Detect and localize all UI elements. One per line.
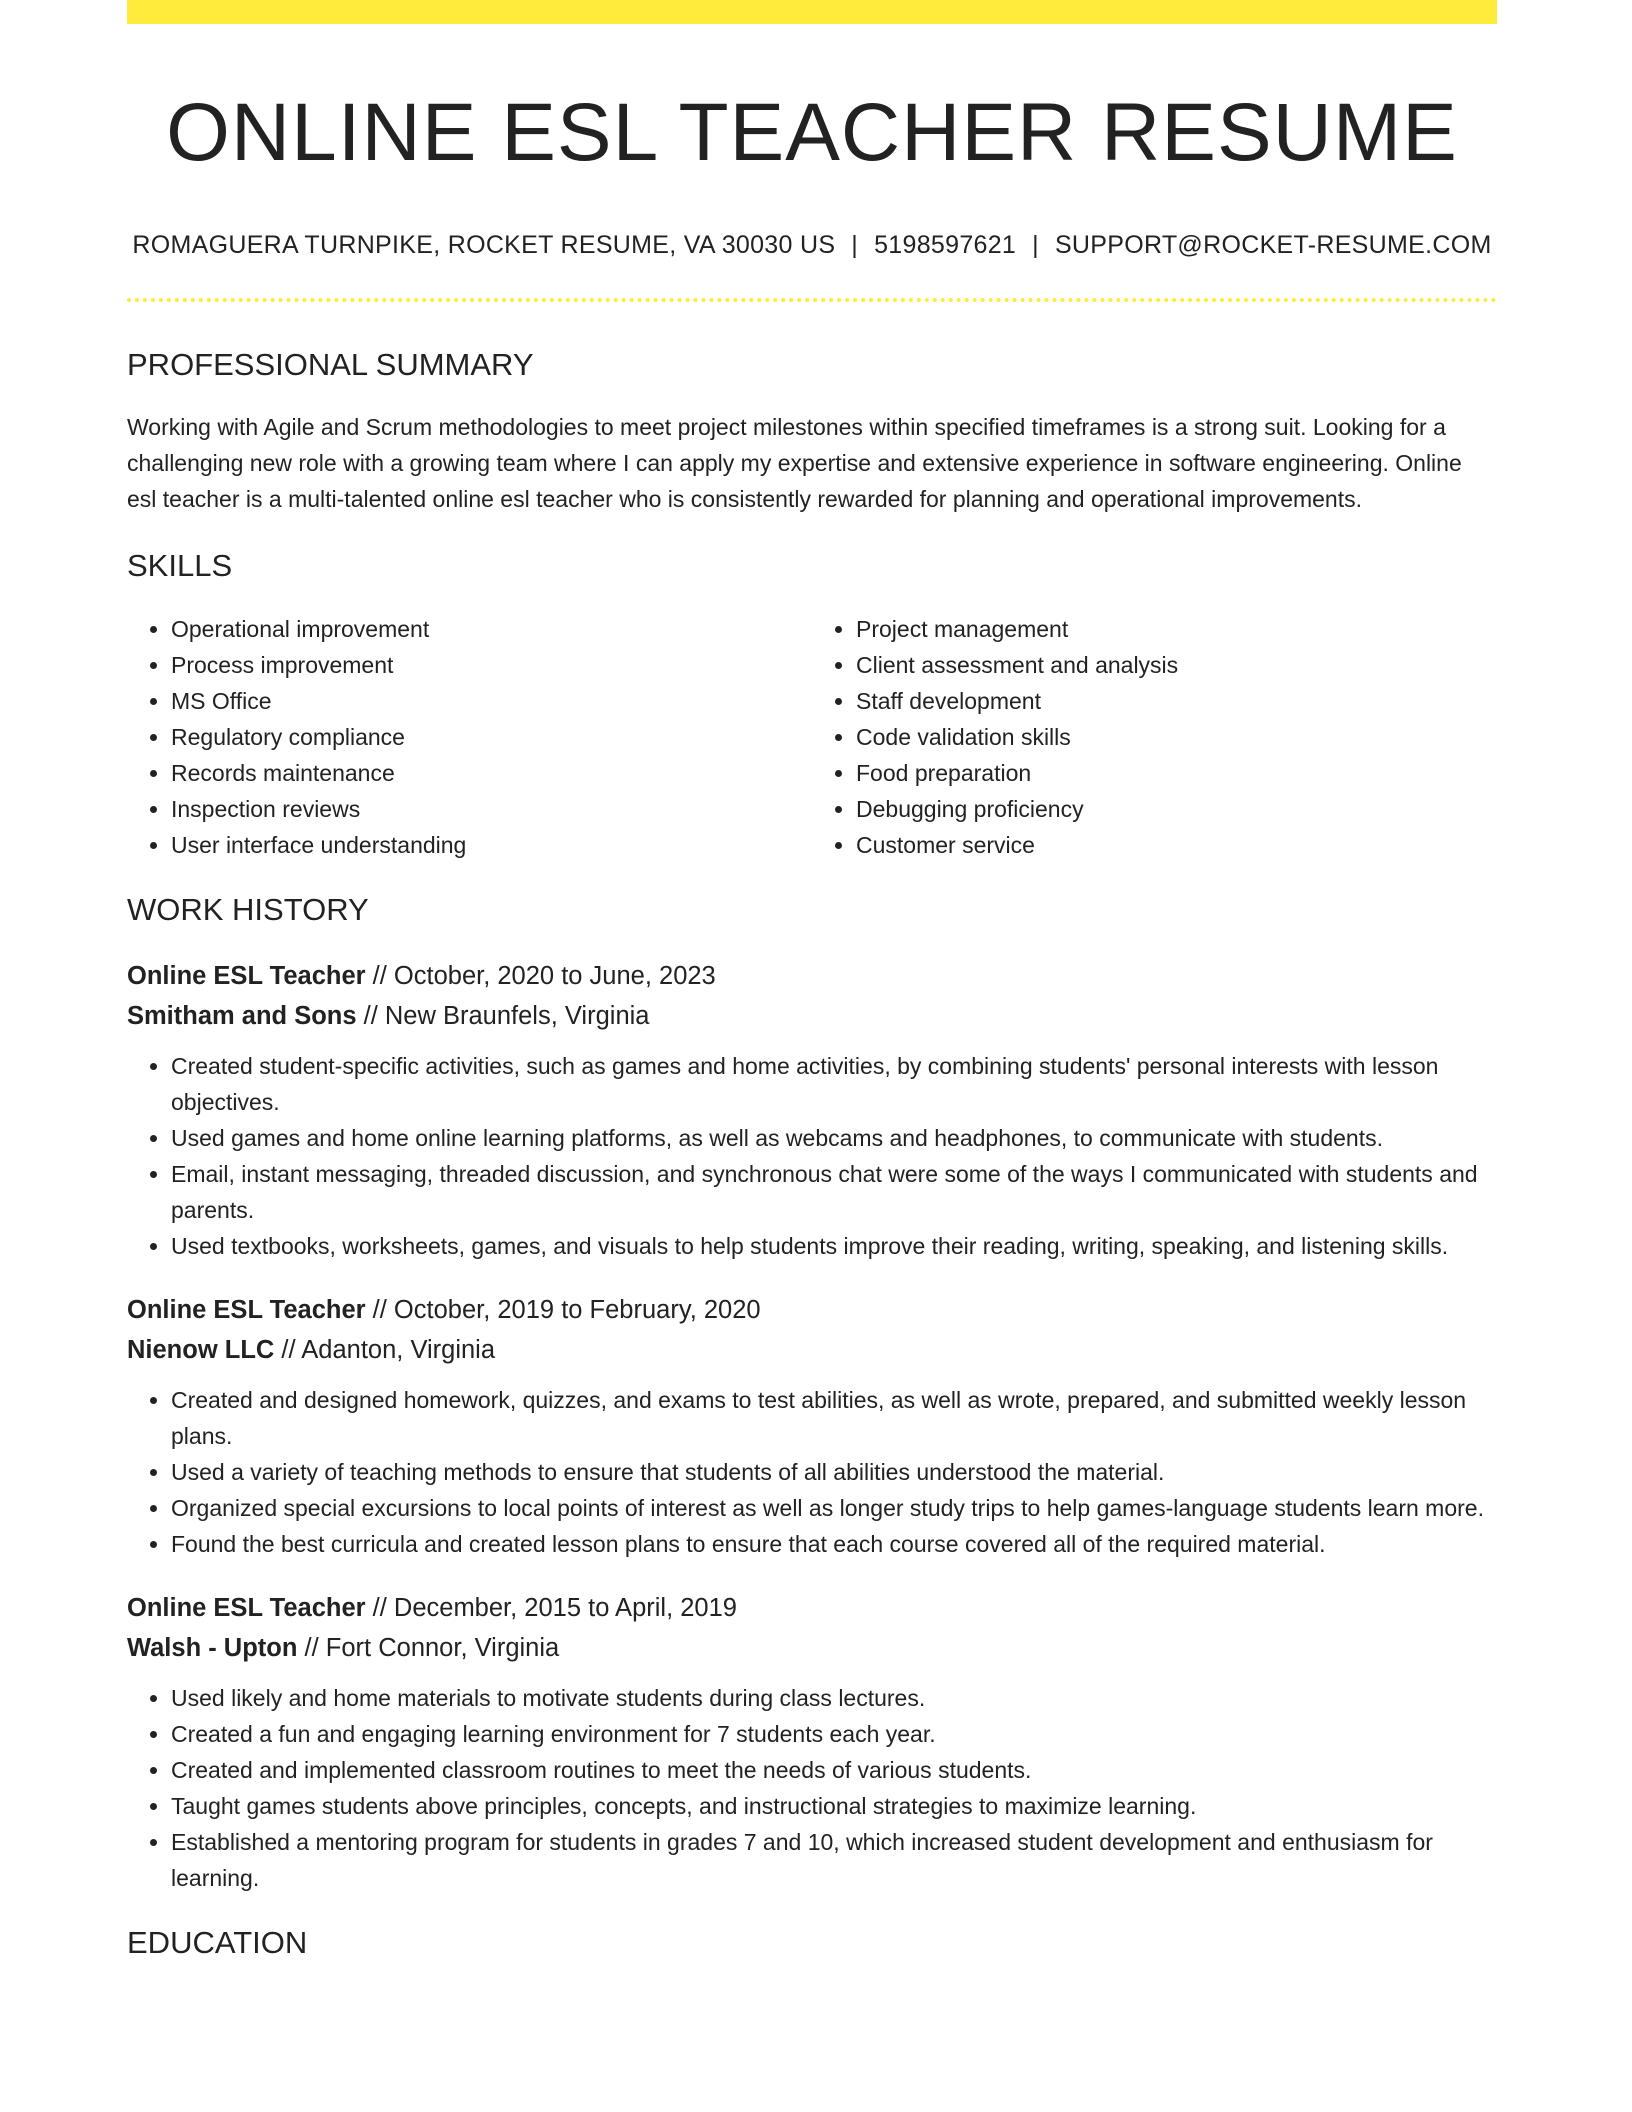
skills-heading: SKILLS (127, 548, 233, 584)
dotted-divider (127, 298, 1497, 302)
job-company: Smitham and Sons (127, 1001, 357, 1030)
job-location: // Fort Connor, Virginia (304, 1633, 560, 1662)
summary-text: Working with Agile and Scrum methodologies to meet project milestones within specified timeframes is a strong suit. Looking for a challenging new role with a growing team where I can apply my expertise and extensive experience in software engineering. Online esl teacher is a multi-talented online esl teacher who is consistently rewarded for planning and operational improvements. (127, 414, 1462, 513)
contact-email[interactable]: SUPPORT@ROCKET-RESUME.COM (1054, 231, 1492, 260)
accent-top-bar (127, 0, 1497, 24)
work-history-section (127, 891, 1497, 1896)
resume-content (127, 0, 1497, 1961)
contact-separator: | (1032, 231, 1039, 260)
job-role-line (127, 956, 1497, 996)
job-bullet: • Used textbooks, worksheets, games, and visuals to help students improve their reading, writing, speaking, and listening skills. (171, 1228, 1497, 1264)
job-bullet: • Email, instant messaging, threaded discussion, and synchronous chat were some of the ways I communicated with students and parents. (171, 1156, 1497, 1228)
job-bullet: • Created a fun and engaging learning environment for 7 students each year. (171, 1716, 1497, 1752)
job-role: Online ESL Teacher (127, 961, 366, 990)
job-role: Online ESL Teacher (127, 1295, 366, 1324)
skills-columns (127, 611, 1497, 863)
job-role: Online ESL Teacher (127, 1593, 366, 1622)
job-bullet: • Used a variety of teaching methods to ensure that students of all abilities understood the material. (171, 1454, 1497, 1490)
job-bullet: • Used games and home online learning platforms, as well as webcams and headphones, to communicate with students. (171, 1120, 1497, 1156)
job-location: // Adanton, Virginia (281, 1335, 496, 1364)
job-bullets (127, 1382, 1497, 1562)
skill-item: • Customer service (856, 827, 1497, 863)
job-bullet: • Organized special excursions to local points of interest as well as longer study trips to help games-language students learn more. (171, 1490, 1497, 1526)
skills-section (127, 547, 1497, 862)
skill-item: • Operational improvement (171, 611, 812, 647)
skill-item: • Process improvement (171, 647, 812, 683)
job-bullet: • Created and implemented classroom routines to meet the needs of various students. (171, 1752, 1497, 1788)
skill-item: • Staff development (856, 683, 1497, 719)
job-bullet: • Taught games students above principles, concepts, and instructional strategies to maximize learning. (171, 1788, 1497, 1824)
job-role-line (127, 1290, 1497, 1330)
contact-line (127, 230, 1497, 260)
job-role-line (127, 1588, 1497, 1628)
job-company-line (127, 996, 1497, 1036)
job-dates: // October, 2020 to June, 2023 (372, 961, 716, 990)
skill-item: • Client assessment and analysis (856, 647, 1497, 683)
summary-heading: PROFESSIONAL SUMMARY (127, 347, 534, 383)
skill-item: • Food preparation (856, 755, 1497, 791)
contact-address: ROMAGUERA TURNPIKE, ROCKET RESUME, VA 30030 US (132, 231, 836, 260)
job-bullet: • Established a mentoring program for students in grades 7 and 10, which increased student development and enthusiasm for learning. (171, 1824, 1497, 1896)
education-heading: EDUCATION (127, 1924, 308, 1960)
job-dates: // October, 2019 to February, 2020 (372, 1295, 761, 1324)
job-company-line (127, 1628, 1497, 1668)
education-section (127, 1924, 1497, 1961)
resume-title: ONLINE ESL TEACHER RESUME (166, 87, 1458, 178)
skills-list-right (812, 611, 1497, 863)
job-list (127, 956, 1497, 1896)
skill-item: • Project management (856, 611, 1497, 647)
skill-item: • Debugging proficiency (856, 791, 1497, 827)
job-entry (127, 1588, 1497, 1896)
job-dates: // December, 2015 to April, 2019 (372, 1593, 737, 1622)
job-company-line (127, 1330, 1497, 1370)
skill-item: • Inspection reviews (171, 791, 812, 827)
job-bullet: • Created and designed homework, quizzes, and exams to test abilities, as well as wrote, prepared, and submitted weekly lesson plans. (171, 1382, 1497, 1454)
skill-item: • Code validation skills (856, 719, 1497, 755)
job-company: Nienow LLC (127, 1335, 275, 1364)
skills-list-left (127, 611, 812, 863)
skill-item: • Regulatory compliance (171, 719, 812, 755)
skill-item: • MS Office (171, 683, 812, 719)
job-bullet: • Created student-specific activities, such as games and home activities, by combining students' personal interests with lesson objectives. (171, 1048, 1497, 1120)
job-bullet: • Found the best curricula and created lesson plans to ensure that each course covered all of the required material. (171, 1526, 1497, 1562)
skill-item: • Records maintenance (171, 755, 812, 791)
contact-phone: 5198597621 (874, 231, 1017, 260)
skill-item: • User interface understanding (171, 827, 812, 863)
work-history-heading: WORK HISTORY (127, 891, 369, 927)
summary-section (127, 346, 1497, 517)
contact-separator: | (851, 231, 859, 260)
job-bullets (127, 1680, 1497, 1896)
job-entry (127, 956, 1497, 1264)
job-entry (127, 1290, 1497, 1562)
job-bullets (127, 1048, 1497, 1264)
job-company: Walsh - Upton (127, 1633, 298, 1662)
job-bullet: • Used likely and home materials to motivate students during class lectures. (171, 1680, 1497, 1716)
job-location: // New Braunfels, Virginia (363, 1001, 650, 1030)
